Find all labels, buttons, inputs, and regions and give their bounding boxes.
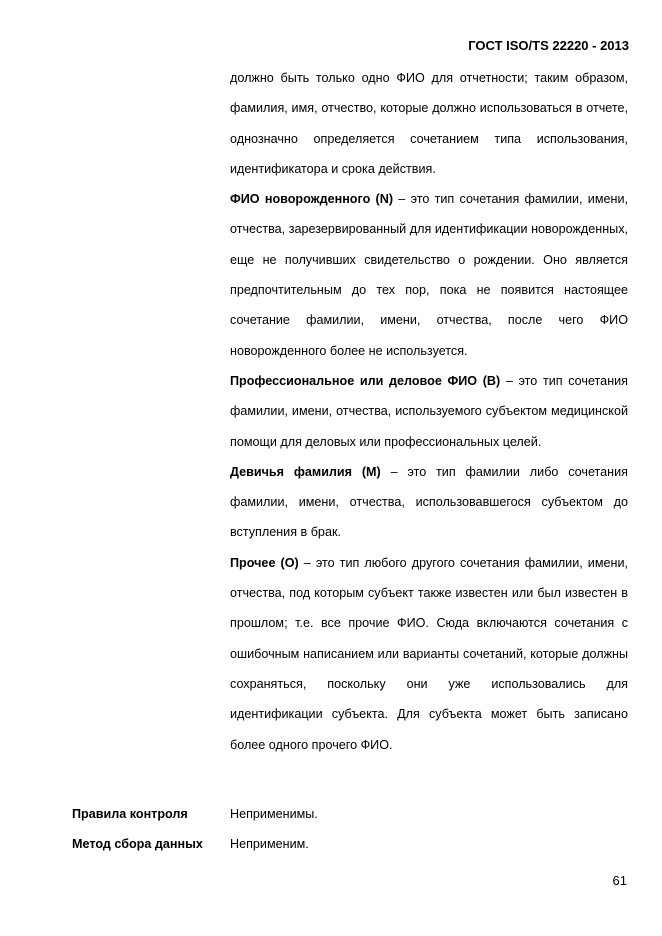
field-label: Правила контроля <box>72 807 188 821</box>
field-value: Неприменимы. <box>230 807 318 821</box>
page-number: 61 <box>612 873 627 888</box>
definition-newborn <box>230 184 628 366</box>
definition-text: – это тип сочетания фамилии, имени, отчества, зарезервированный для идентификации новорожденных, еще не получивших свидетельство о рождении. Оно является предпочтительным до тех пор, пока не появится настоящее сочетание фамилии, имени, отчества, после чего ФИО новорожденного более не используется. <box>230 192 628 358</box>
definition-maiden <box>230 457 628 548</box>
definition-term: Профессиональное или деловое ФИО (B) <box>230 373 501 388</box>
definition-text: – это тип фамилии либо сочетания фамилии, имени, отчества, использовавшегося субъектом до вступления в брак. <box>230 464 628 540</box>
field-value: Неприменим. <box>230 837 309 851</box>
definition-text: – это тип сочетания фамилии, имени, отчества, используемого субъектом медицинской помощи для деловых или профессиональных целей. <box>230 373 628 449</box>
definition-business <box>230 366 628 457</box>
definition-term: Прочее (O) <box>230 555 299 570</box>
definition-term: ФИО новорожденного (N) <box>230 192 394 207</box>
definition-text: – это тип любого другого сочетания фамилии, имени, отчества, под которым субъект также известен или был известен в прошлом; т.е. все прочие ФИО. Сюда включаются сочетания с ошибочным написанием или варианты сочетаний, которые должны сохраняться, поскольку они уже использовались для идентификации субъекта. Для субъекта может быть записано более одного прочего ФИО. <box>230 555 628 752</box>
definition-term: Девичья фамилия (M) <box>230 464 381 479</box>
field-label: Метод сбора данных <box>72 837 203 851</box>
body-text-column <box>230 63 628 760</box>
continuation-paragraph: должно быть только одно ФИО для отчетности; таким образом, фамилия, имя, отчество, которые должно использоваться в отчете, однозначно определяется сочетанием типа использования, идентификатора и срока действия. <box>230 71 628 176</box>
document-header: ГОСТ ISO/TS 22220 - 2013 <box>468 38 629 53</box>
definition-other <box>230 548 628 760</box>
